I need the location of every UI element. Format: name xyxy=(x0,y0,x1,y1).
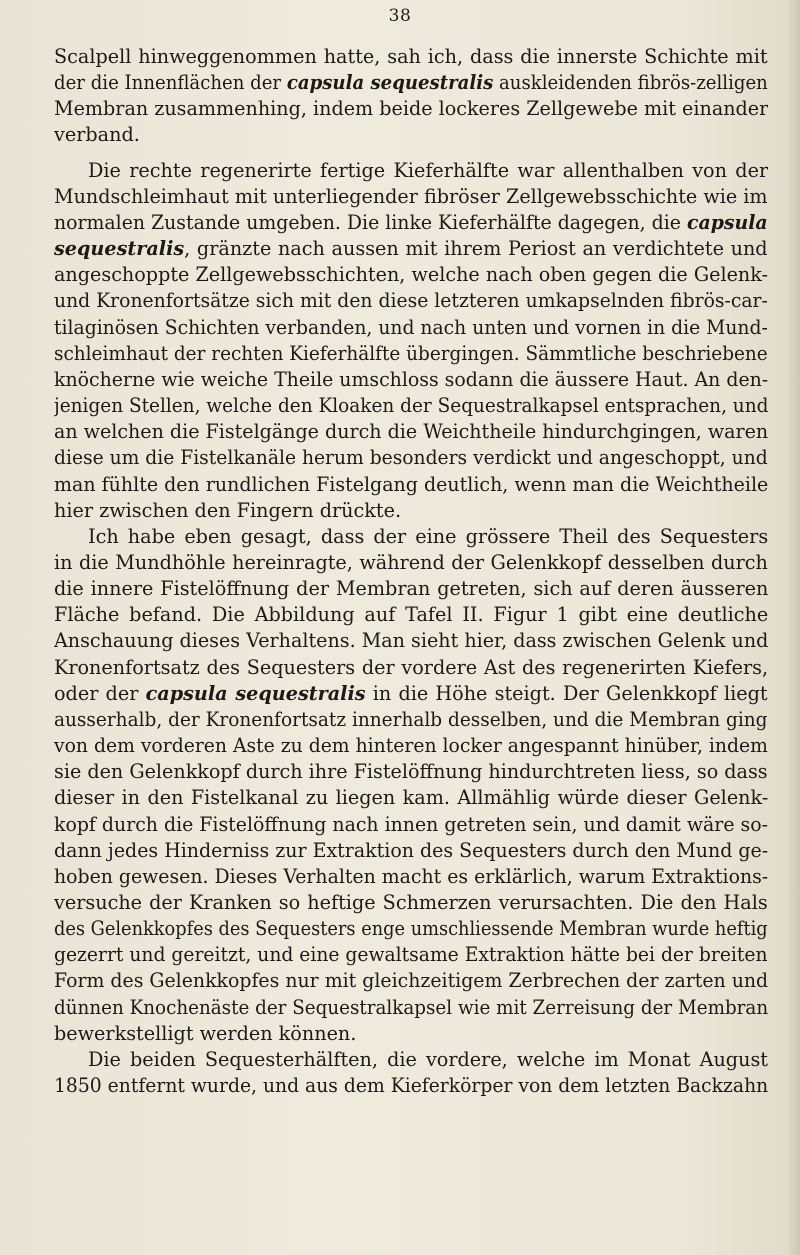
text-line: Membran zusammenhing, indem beide lockeres Zellgewebe mit einander xyxy=(54,97,768,121)
text-line: dieser in den Fistelkanal zu liegen kam. Allmählig würde dieser Gelenk- xyxy=(54,786,768,810)
page-number: 38 xyxy=(388,6,412,26)
text-line: normalen Zustande umgeben. Die linke Kieferhälfte dagegen, die capsula xyxy=(54,210,768,234)
text-line: jenigen Stellen, welche den Kloaken der Sequestralkapsel entsprachen, und xyxy=(54,394,768,418)
text-line: Fläche befand. Die Abbildung auf Tafel II. Figur 1 gibt eine deutliche xyxy=(54,603,768,627)
text-line: oder der capsula sequestralis in die Höhe steigt. Der Gelenkkopf liegt xyxy=(54,681,768,705)
text-line: Mundschleimhaut mit unterliegender fibröser Zellgewebsschichte wie im xyxy=(54,184,768,208)
text-line: an welchen die Fistelgänge durch die Weichtheile hindurchgingen, waren xyxy=(54,420,768,444)
text-line: Form des Gelenkkopfes nur mit gleichzeitigem Zerbrechen der zarten und xyxy=(54,969,768,993)
text-line: sequestralis, gränzte nach aussen mit ihrem Periost an verdichtete und xyxy=(54,237,768,261)
text-line: schleimhaut der rechten Kieferhälfte übergingen. Sämmtliche beschriebene xyxy=(54,341,768,365)
text-line: tilaginösen Schichten verbanden, und nach unten und vornen in die Mund- xyxy=(54,315,768,339)
page-edge-shadow xyxy=(786,0,800,1255)
text-line: sie den Gelenkkopf durch ihre Fistelöffnung hindurchtreten liess, so dass xyxy=(54,760,768,784)
text-line: hier zwischen den Fingern drückte. xyxy=(54,498,402,522)
text-line: Die rechte regenerirte fertige Kieferhälfte war allenthalben von der xyxy=(88,158,768,182)
text-line: in die Mundhöhle hereinragte, während der Gelenkkopf desselben durch xyxy=(54,550,768,574)
body-text xyxy=(54,44,768,1099)
text-line: knöcherne wie weiche Theile umschloss sodann die äussere Haut. An den- xyxy=(54,367,768,391)
text-line: hoben gewesen. Dieses Verhalten macht es erklärlich, warum Extraktions- xyxy=(54,864,768,888)
text-line: dünnen Knochenäste der Sequestralkapsel wie mit Zerreisung der Membran xyxy=(54,995,768,1019)
text-line: Ich habe eben gesagt, dass der eine grössere Theil des Sequesters xyxy=(88,524,768,548)
text-line: verband. xyxy=(54,123,140,147)
text-line: kopf durch die Fistelöffnung nach innen getreten sein, und damit wäre so- xyxy=(54,812,768,836)
text-line: diese um die Fistelkanäle herum besonders verdickt und angeschoppt, und xyxy=(54,446,768,470)
text-line: der die Innenflächen der capsula sequestralis auskleidenden fibrös-zelligen xyxy=(54,71,768,95)
text-line: des Gelenkkopfes des Sequesters enge umschliessende Membran wurde heftig xyxy=(54,917,768,941)
text-line: Kronenfortsatz des Sequesters der vordere Ast des regenerirten Kiefers, xyxy=(54,655,768,679)
text-line: bewerkstelligt werden können. xyxy=(54,1021,357,1045)
text-line: ausserhalb, der Kronenfortsatz innerhalb desselben, und die Membran ging xyxy=(54,707,768,731)
text-line: 1850 entfernt wurde, und aus dem Kieferkörper von dem letzten Backzahn xyxy=(54,1074,768,1098)
text-line: die innere Fistelöffnung der Membran getreten, sich auf deren äusseren xyxy=(54,577,768,601)
text-line: Die beiden Sequesterhälften, die vordere, welche im Monat August xyxy=(88,1047,768,1071)
text-line: dann jedes Hinderniss zur Extraktion des Sequesters durch den Mund ge- xyxy=(54,838,768,862)
text-line: angeschoppte Zellgewebsschichten, welche nach oben gegen die Gelenk- xyxy=(54,263,768,287)
text-line: Scalpell hinweggenommen hatte, sah ich, dass die innerste Schichte mit xyxy=(54,45,768,68)
text-line: versuche der Kranken so heftige Schmerzen verursachten. Die den Hals xyxy=(54,891,768,914)
text-line: und Kronenfortsätze sich mit den diese letzteren umkapselnden fibrös-car- xyxy=(54,289,768,313)
text-line: Anschauung dieses Verhaltens. Man sieht hier, dass zwischen Gelenk und xyxy=(54,629,768,653)
text-line: von dem vorderen Aste zu dem hinteren locker angespannt hinüber, indem xyxy=(54,734,768,758)
text-line: man fühlte den rundlichen Fistelgang deutlich, wenn man die Weichtheile xyxy=(54,472,768,496)
text-line: gezerrt und gereitzt, und eine gewaltsame Extraktion hätte bei der breiten xyxy=(54,943,768,967)
